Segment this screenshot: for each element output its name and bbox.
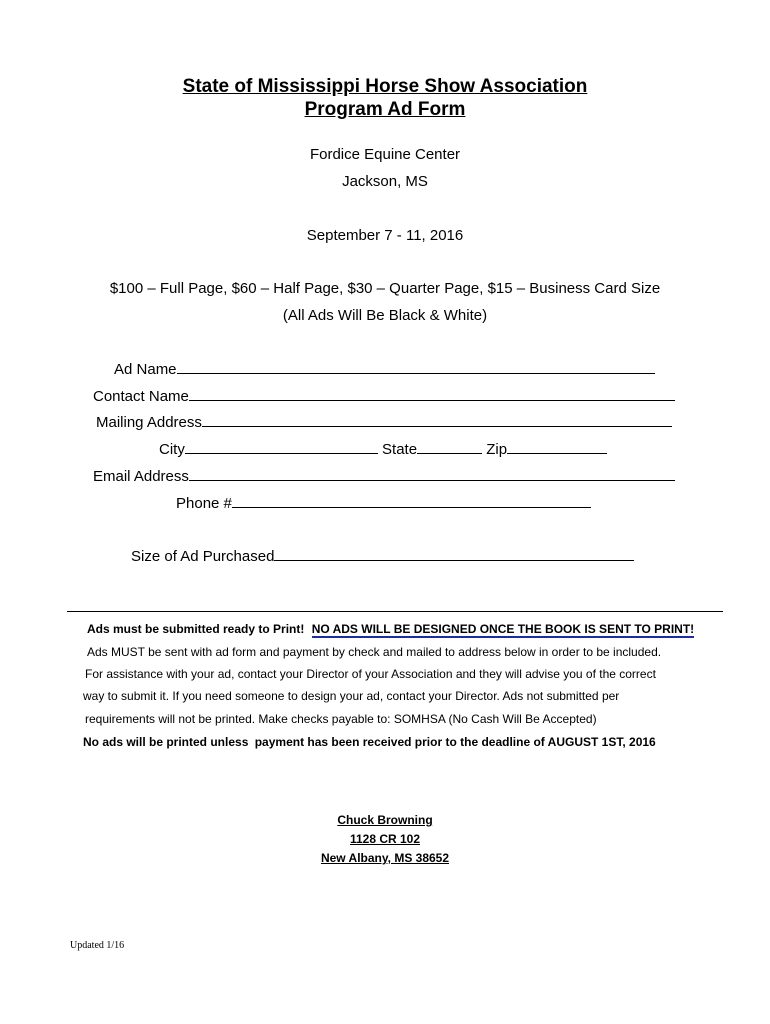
zip-line[interactable] — [507, 440, 607, 454]
notice-no-design-warning: NO ADS WILL BE DESIGNED ONCE THE BOOK IS SENT TO PRINT! — [311, 622, 695, 636]
mail-to-city: New Albany, MS 38652 — [320, 851, 450, 865]
state-line[interactable] — [417, 440, 482, 454]
notice-line-3: For assistance with your ad, contact your Director of your Association and they will advise you of the correct — [85, 667, 656, 681]
mailing-address-field[interactable] — [96, 413, 672, 431]
notice-line-2: Ads MUST be sent with ad form and payment by check and mailed to address below in order to be included. — [87, 645, 662, 659]
mailing-address-line[interactable] — [202, 413, 672, 427]
form-title-line1: State of Mississippi Horse Show Association — [182, 76, 588, 97]
email-address-label: Email Address — [93, 468, 189, 485]
ad-name-line[interactable] — [177, 360, 655, 374]
venue-city: Jackson, MS — [342, 173, 428, 190]
ad-size-label: Size of Ad Purchased — [131, 548, 275, 565]
contact-name-field[interactable] — [93, 387, 675, 405]
mailing-address-label: Mailing Address — [96, 414, 202, 431]
form-title-line2: Program Ad Form — [304, 99, 466, 120]
event-dates: September 7 - 11, 2016 — [306, 227, 464, 244]
zip-label: Zip — [486, 441, 508, 458]
ad-name-label: Ad Name — [114, 361, 177, 378]
phone-field[interactable] — [176, 494, 591, 512]
pricing-note: (All Ads Will Be Black & White) — [282, 307, 488, 324]
notice-deadline: payment has been received prior to the deadline of AUGUST 1ST, 2016 — [254, 735, 656, 749]
email-address-line[interactable] — [189, 467, 675, 481]
pricing-line: $100 – Full Page, $60 – Half Page, $30 – Quarter Page, $15 – Business Card Size — [109, 280, 661, 297]
state-label: State — [382, 441, 418, 458]
city-label: City — [159, 441, 185, 458]
mail-to-street: 1128 CR 102 — [349, 832, 421, 846]
contact-name-label: Contact Name — [93, 388, 189, 405]
notice-line-6 — [83, 735, 656, 749]
ad-size-line[interactable] — [274, 547, 634, 561]
venue-name: Fordice Equine Center — [309, 146, 461, 163]
email-address-field[interactable] — [93, 467, 675, 485]
mail-to-name: Chuck Browning — [337, 813, 433, 827]
notice-line-1 — [87, 622, 694, 636]
updated-note: Updated 1/16 — [70, 940, 125, 951]
city-line[interactable] — [185, 440, 378, 454]
ad-name-field[interactable] — [114, 360, 655, 378]
contact-name-line[interactable] — [189, 387, 675, 401]
notice-deadline-prefix: No ads will be printed unless — [83, 735, 249, 749]
notice-ready-to-print: Ads must be submitted ready to Print! — [87, 622, 305, 636]
phone-label: Phone # — [176, 495, 232, 512]
notice-line-4: way to submit it. If you need someone to design your ad, contact your Director. Ads not submitted per — [83, 689, 620, 703]
city-state-zip-field[interactable] — [159, 440, 607, 458]
section-divider — [67, 611, 723, 612]
phone-line[interactable] — [232, 494, 591, 508]
ad-size-field[interactable] — [131, 547, 634, 565]
notice-line-5: requirements will not be printed. Make checks payable to: SOMHSA (No Cash Will Be Accepted) — [85, 712, 597, 726]
